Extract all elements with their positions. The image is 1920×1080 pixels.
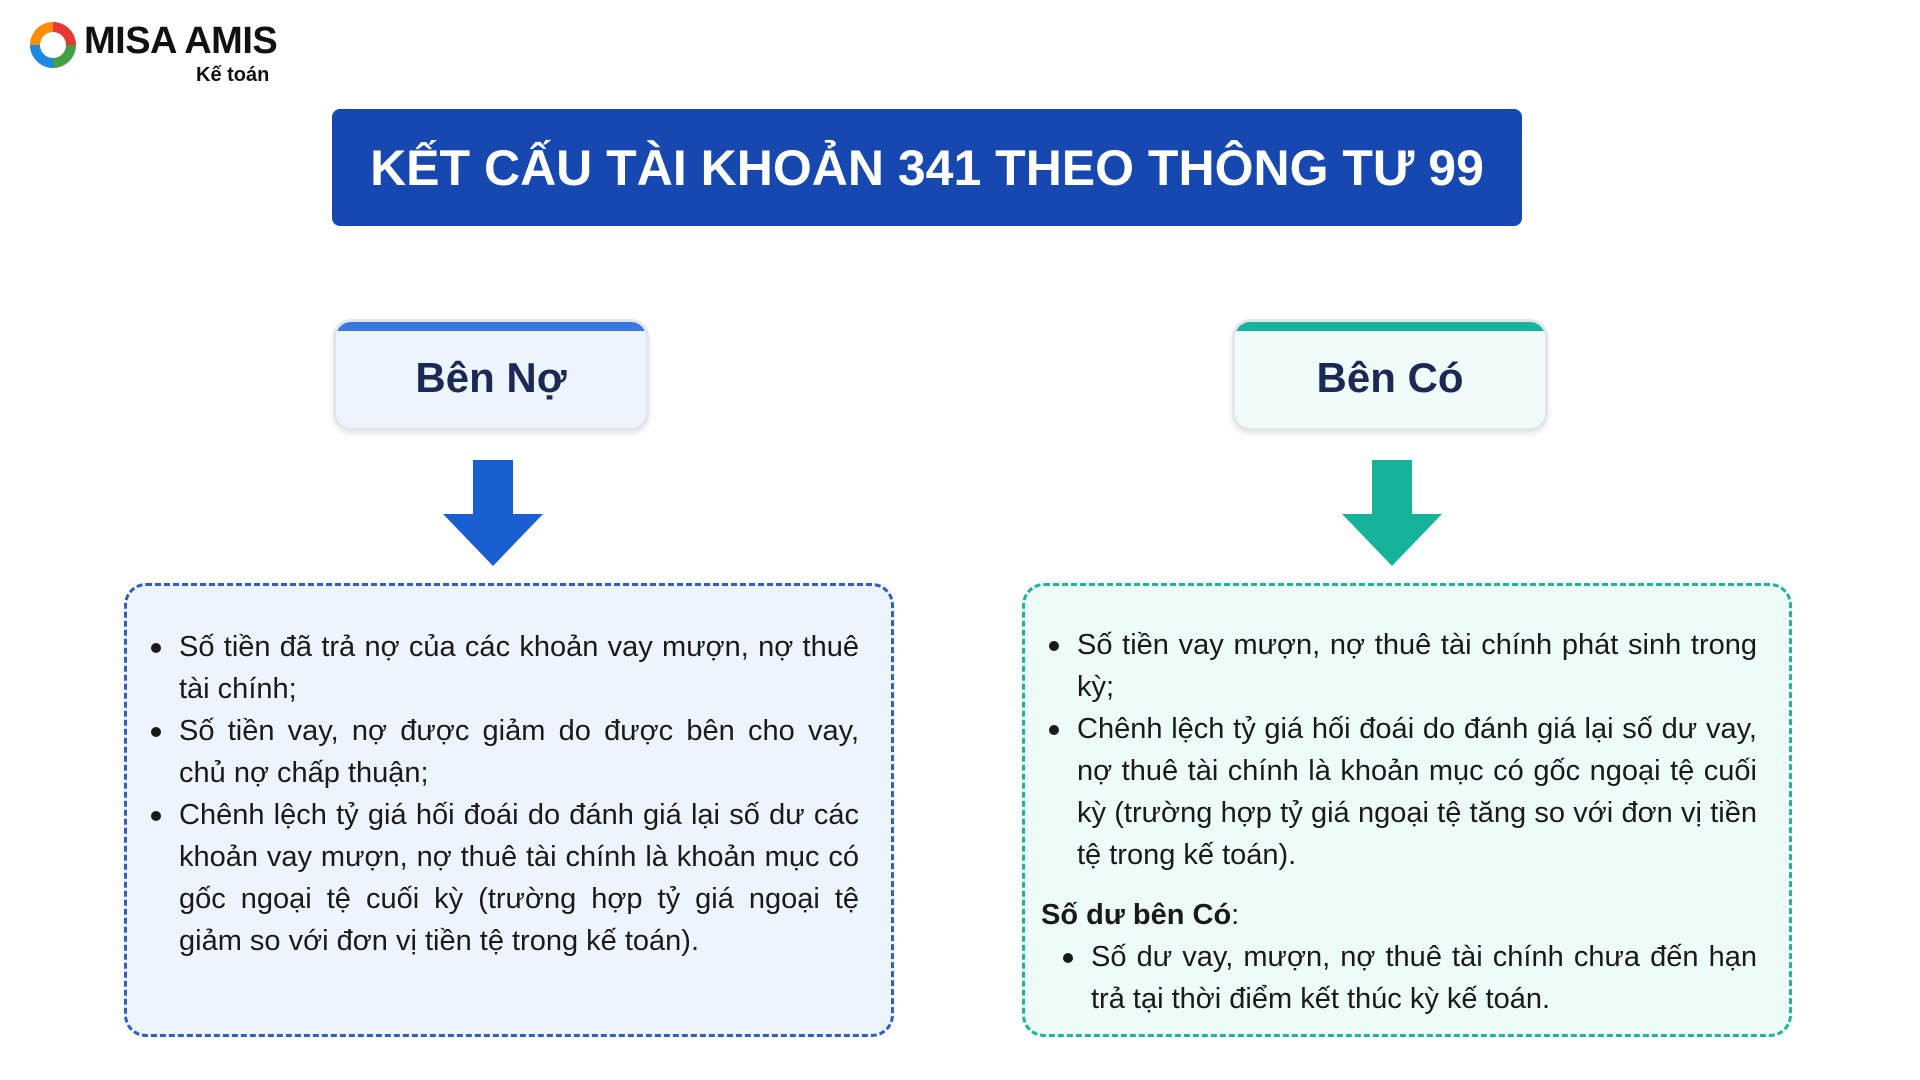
list-item: Số dư vay, mượn, nợ thuê tài chính chưa đến hạn trả tại thời điểm kết thúc kỳ kế toán. (1061, 936, 1757, 1020)
list-item: Chênh lệch tỷ giá hối đoái do đánh giá lại số dư các khoản vay mượn, nợ thuê tài chính là khoản mục có gốc ngoại tệ cuối kỳ (trường hợp tỷ giá ngoại tệ giảm so với đơn vị tiền tệ trong kế toán). (149, 794, 859, 962)
misa-logo-icon (26, 18, 80, 72)
page-title: KẾT CẤU TÀI KHOẢN 341 THEO THÔNG TƯ 99 (370, 139, 1484, 196)
debit-header-accent-bar (336, 322, 646, 331)
credit-content-box (1022, 583, 1792, 1037)
credit-balance-colon: : (1231, 899, 1240, 931)
list-item: Số tiền đã trả nợ của các khoản vay mượn, nợ thuê tài chính; (149, 626, 859, 710)
credit-header-accent-bar (1235, 322, 1545, 331)
credit-side-header (1232, 319, 1548, 431)
debit-content-box (124, 583, 894, 1037)
credit-items-list (1047, 624, 1757, 876)
arrow-down-icon (443, 460, 543, 566)
list-item: Số tiền vay, nợ được giảm do được bên cho vay, chủ nợ chấp thuận; (149, 710, 859, 794)
debit-side-label: Bên Nợ (415, 354, 567, 401)
credit-side-label: Bên Có (1316, 354, 1464, 401)
credit-balance-heading (1041, 894, 1757, 936)
brand-name: MISA AMIS (84, 20, 278, 62)
list-item: Chênh lệch tỷ giá hối đoái do đánh giá lại số dư vay, nợ thuê tài chính là khoản mục có gốc ngoại tệ cuối kỳ (trường hợp tỷ giá ngoại tệ tăng so với đơn vị tiền tệ trong kế toán). (1047, 708, 1757, 876)
brand-subtitle: Kế toán (196, 64, 270, 86)
debit-items-list (149, 626, 859, 962)
credit-balance-label: Số dư bên Có (1041, 899, 1232, 931)
title-banner (332, 109, 1522, 226)
list-item: Số tiền vay mượn, nợ thuê tài chính phát sinh trong kỳ; (1047, 624, 1757, 708)
brand-logo (26, 14, 286, 90)
arrow-down-icon (1342, 460, 1442, 566)
credit-balance-list (1047, 936, 1757, 1020)
debit-side-header (333, 319, 649, 431)
